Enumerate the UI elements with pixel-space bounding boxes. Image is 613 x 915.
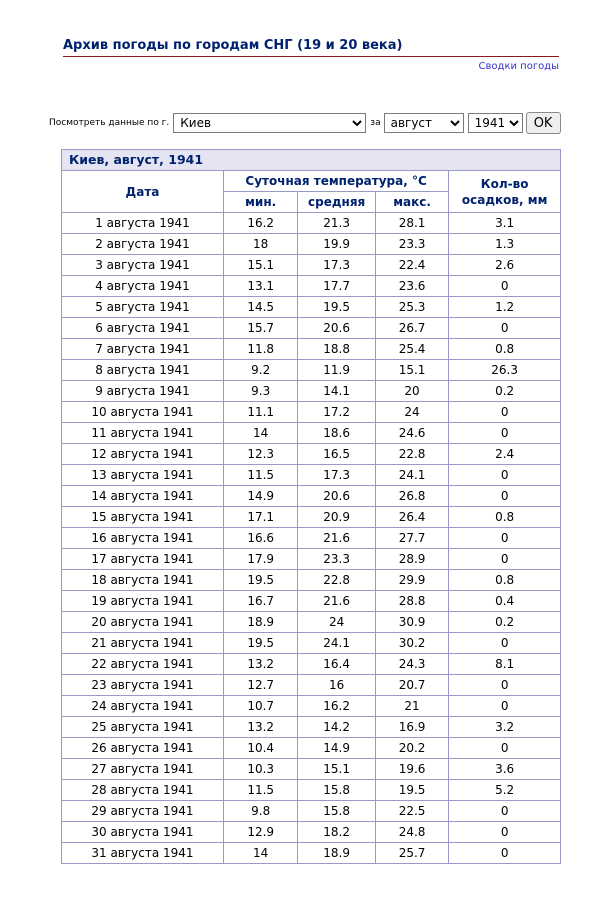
min-temp-cell: 19.5 — [223, 570, 297, 591]
precipitation-cell: 2.6 — [449, 255, 561, 276]
table-row — [62, 234, 561, 255]
precipitation-column-header: Кол-во осадков, мм — [449, 171, 561, 213]
date-cell: 16 августа 1941 — [62, 528, 224, 549]
avg-temp-cell: 16.5 — [298, 444, 375, 465]
date-cell: 8 августа 1941 — [62, 360, 224, 381]
min-temp-cell: 17.1 — [223, 507, 297, 528]
table-row — [62, 549, 561, 570]
precipitation-cell: 0 — [449, 675, 561, 696]
date-cell: 12 августа 1941 — [62, 444, 224, 465]
max-temp-cell: 16.9 — [375, 717, 448, 738]
avg-temp-cell: 15.8 — [298, 801, 375, 822]
table-row — [62, 654, 561, 675]
max-temp-cell: 21 — [375, 696, 448, 717]
date-cell: 19 августа 1941 — [62, 591, 224, 612]
min-temp-cell: 11.1 — [223, 402, 297, 423]
date-cell: 24 августа 1941 — [62, 696, 224, 717]
min-temp-cell: 14.9 — [223, 486, 297, 507]
table-row — [62, 360, 561, 381]
precipitation-cell: 0 — [449, 486, 561, 507]
max-temp-cell: 20.2 — [375, 738, 448, 759]
max-temp-cell: 23.6 — [375, 276, 448, 297]
max-temp-header: макс. — [375, 192, 448, 213]
min-temp-cell: 11.5 — [223, 780, 297, 801]
max-temp-cell: 26.8 — [375, 486, 448, 507]
avg-temp-cell: 18.9 — [298, 843, 375, 864]
date-cell: 11 августа 1941 — [62, 423, 224, 444]
avg-temp-cell: 14.1 — [298, 381, 375, 402]
precipitation-cell: 8.1 — [449, 654, 561, 675]
table-row — [62, 675, 561, 696]
avg-temp-cell: 20.9 — [298, 507, 375, 528]
avg-temp-cell: 16.2 — [298, 696, 375, 717]
table-row — [62, 381, 561, 402]
date-cell: 23 августа 1941 — [62, 675, 224, 696]
max-temp-cell: 26.4 — [375, 507, 448, 528]
table-row — [62, 612, 561, 633]
date-cell: 3 августа 1941 — [62, 255, 224, 276]
precipitation-cell: 3.6 — [449, 759, 561, 780]
precipitation-cell: 0 — [449, 318, 561, 339]
date-cell: 26 августа 1941 — [62, 738, 224, 759]
table-row — [62, 465, 561, 486]
avg-temp-cell: 17.7 — [298, 276, 375, 297]
avg-temp-cell: 16.4 — [298, 654, 375, 675]
table-row — [62, 717, 561, 738]
table-caption: Киев, август, 1941 — [62, 150, 561, 171]
max-temp-cell: 24.8 — [375, 822, 448, 843]
date-cell: 15 августа 1941 — [62, 507, 224, 528]
min-temp-cell: 12.9 — [223, 822, 297, 843]
date-cell: 29 августа 1941 — [62, 801, 224, 822]
min-temp-cell: 18 — [223, 234, 297, 255]
max-temp-cell: 24 — [375, 402, 448, 423]
avg-temp-cell: 20.6 — [298, 318, 375, 339]
date-cell: 30 августа 1941 — [62, 822, 224, 843]
precipitation-cell: 0.2 — [449, 381, 561, 402]
min-temp-cell: 10.7 — [223, 696, 297, 717]
city-select[interactable] — [173, 113, 366, 133]
table-row — [62, 423, 561, 444]
precipitation-cell: 3.2 — [449, 717, 561, 738]
avg-temp-cell: 17.2 — [298, 402, 375, 423]
avg-temp-cell: 24 — [298, 612, 375, 633]
date-cell: 13 августа 1941 — [62, 465, 224, 486]
date-cell: 22 августа 1941 — [62, 654, 224, 675]
date-cell: 27 августа 1941 — [62, 759, 224, 780]
avg-temp-cell: 24.1 — [298, 633, 375, 654]
min-temp-cell: 12.7 — [223, 675, 297, 696]
date-cell: 28 августа 1941 — [62, 780, 224, 801]
date-cell: 10 августа 1941 — [62, 402, 224, 423]
avg-temp-cell: 17.3 — [298, 255, 375, 276]
max-temp-cell: 25.3 — [375, 297, 448, 318]
min-temp-header: мин. — [223, 192, 297, 213]
max-temp-cell: 20.7 — [375, 675, 448, 696]
min-temp-cell: 17.9 — [223, 549, 297, 570]
table-row — [62, 591, 561, 612]
year-select[interactable] — [468, 113, 523, 133]
precipitation-cell: 0.2 — [449, 612, 561, 633]
min-temp-cell: 9.2 — [223, 360, 297, 381]
max-temp-cell: 19.5 — [375, 780, 448, 801]
avg-temp-cell: 14.2 — [298, 717, 375, 738]
month-select[interactable] — [384, 113, 464, 133]
table-row — [62, 486, 561, 507]
precipitation-cell: 0.8 — [449, 570, 561, 591]
precipitation-cell: 0 — [449, 843, 561, 864]
max-temp-cell: 22.4 — [375, 255, 448, 276]
table-row — [62, 738, 561, 759]
min-temp-cell: 13.2 — [223, 717, 297, 738]
weather-table — [61, 149, 561, 864]
table-row — [62, 528, 561, 549]
max-temp-cell: 23.3 — [375, 234, 448, 255]
max-temp-cell: 26.7 — [375, 318, 448, 339]
max-temp-cell: 24.6 — [375, 423, 448, 444]
precipitation-cell: 0 — [449, 276, 561, 297]
precipitation-cell: 0 — [449, 822, 561, 843]
min-temp-cell: 14 — [223, 843, 297, 864]
min-temp-cell: 11.5 — [223, 465, 297, 486]
precipitation-cell: 0.4 — [449, 591, 561, 612]
min-temp-cell: 14.5 — [223, 297, 297, 318]
avg-temp-cell: 14.9 — [298, 738, 375, 759]
precipitation-cell: 1.2 — [449, 297, 561, 318]
max-temp-cell: 20 — [375, 381, 448, 402]
date-cell: 1 августа 1941 — [62, 213, 224, 234]
max-temp-cell: 25.4 — [375, 339, 448, 360]
avg-temp-cell: 11.9 — [298, 360, 375, 381]
precipitation-cell: 0 — [449, 465, 561, 486]
precipitation-cell: 0 — [449, 738, 561, 759]
table-row — [62, 822, 561, 843]
date-cell: 6 августа 1941 — [62, 318, 224, 339]
avg-temp-cell: 18.6 — [298, 423, 375, 444]
precipitation-cell: 0 — [449, 423, 561, 444]
weather-summaries-link[interactable]: Сводки погоды — [478, 61, 559, 72]
max-temp-cell: 28.1 — [375, 213, 448, 234]
max-temp-cell: 25.7 — [375, 843, 448, 864]
min-temp-cell: 9.3 — [223, 381, 297, 402]
precipitation-cell: 0 — [449, 696, 561, 717]
date-cell: 2 августа 1941 — [62, 234, 224, 255]
date-cell: 5 августа 1941 — [62, 297, 224, 318]
max-temp-cell: 24.3 — [375, 654, 448, 675]
table-row — [62, 843, 561, 864]
table-row — [62, 276, 561, 297]
min-temp-cell: 15.7 — [223, 318, 297, 339]
date-cell: 31 августа 1941 — [62, 843, 224, 864]
precipitation-cell: 0.8 — [449, 507, 561, 528]
table-row — [62, 297, 561, 318]
table-row — [62, 801, 561, 822]
precipitation-cell: 0 — [449, 528, 561, 549]
avg-temp-cell: 18.2 — [298, 822, 375, 843]
min-temp-cell: 9.8 — [223, 801, 297, 822]
min-temp-cell: 12.3 — [223, 444, 297, 465]
table-row — [62, 213, 561, 234]
za-label: за — [370, 118, 381, 128]
table-row — [62, 759, 561, 780]
precipitation-cell: 0 — [449, 633, 561, 654]
max-temp-cell: 15.1 — [375, 360, 448, 381]
table-row — [62, 255, 561, 276]
max-temp-cell: 28.8 — [375, 591, 448, 612]
date-column-header: Дата — [62, 171, 224, 213]
precipitation-cell: 5.2 — [449, 780, 561, 801]
precipitation-cell: 1.3 — [449, 234, 561, 255]
temperature-group-header: Суточная температура, °С — [223, 171, 448, 192]
avg-temp-cell: 21.6 — [298, 528, 375, 549]
min-temp-cell: 16.6 — [223, 528, 297, 549]
avg-temp-cell: 18.8 — [298, 339, 375, 360]
avg-temp-cell: 19.5 — [298, 297, 375, 318]
min-temp-cell: 19.5 — [223, 633, 297, 654]
precipitation-cell: 26.3 — [449, 360, 561, 381]
max-temp-cell: 29.9 — [375, 570, 448, 591]
max-temp-cell: 22.5 — [375, 801, 448, 822]
max-temp-cell: 22.8 — [375, 444, 448, 465]
table-row — [62, 780, 561, 801]
max-temp-cell: 28.9 — [375, 549, 448, 570]
max-temp-cell: 30.9 — [375, 612, 448, 633]
min-temp-cell: 18.9 — [223, 612, 297, 633]
date-cell: 4 августа 1941 — [62, 276, 224, 297]
avg-temp-cell: 23.3 — [298, 549, 375, 570]
date-cell: 7 августа 1941 — [62, 339, 224, 360]
min-temp-cell: 10.3 — [223, 759, 297, 780]
date-cell: 20 августа 1941 — [62, 612, 224, 633]
max-temp-cell: 27.7 — [375, 528, 448, 549]
date-cell: 17 августа 1941 — [62, 549, 224, 570]
precipitation-cell: 3.1 — [449, 213, 561, 234]
date-cell: 14 августа 1941 — [62, 486, 224, 507]
table-row — [62, 570, 561, 591]
avg-temp-cell: 20.6 — [298, 486, 375, 507]
max-temp-cell: 30.2 — [375, 633, 448, 654]
avg-temp-header: средняя — [298, 192, 375, 213]
table-row — [62, 339, 561, 360]
table-row — [62, 633, 561, 654]
table-row — [62, 507, 561, 528]
avg-temp-cell: 19.9 — [298, 234, 375, 255]
table-row — [62, 696, 561, 717]
precipitation-cell: 0 — [449, 801, 561, 822]
min-temp-cell: 16.7 — [223, 591, 297, 612]
date-cell: 25 августа 1941 — [62, 717, 224, 738]
min-temp-cell: 11.8 — [223, 339, 297, 360]
max-temp-cell: 24.1 — [375, 465, 448, 486]
avg-temp-cell: 15.8 — [298, 780, 375, 801]
avg-temp-cell: 17.3 — [298, 465, 375, 486]
ok-button[interactable]: OK — [526, 112, 561, 134]
avg-temp-cell: 15.1 — [298, 759, 375, 780]
date-cell: 18 августа 1941 — [62, 570, 224, 591]
avg-temp-cell: 21.3 — [298, 213, 375, 234]
min-temp-cell: 14 — [223, 423, 297, 444]
min-temp-cell: 16.2 — [223, 213, 297, 234]
precipitation-cell: 2.4 — [449, 444, 561, 465]
avg-temp-cell: 21.6 — [298, 591, 375, 612]
min-temp-cell: 13.1 — [223, 276, 297, 297]
table-row — [62, 444, 561, 465]
city-selector-form — [49, 112, 561, 134]
page-title: Архив погоды по городам СНГ (19 и 20 века) — [63, 38, 559, 57]
view-data-label: Посмотреть данные по г. — [49, 118, 170, 128]
min-temp-cell: 15.1 — [223, 255, 297, 276]
date-cell: 21 августа 1941 — [62, 633, 224, 654]
weather-rows — [62, 213, 561, 864]
max-temp-cell: 19.6 — [375, 759, 448, 780]
precipitation-cell: 0.8 — [449, 339, 561, 360]
precipitation-cell: 0 — [449, 402, 561, 423]
date-cell: 9 августа 1941 — [62, 381, 224, 402]
min-temp-cell: 10.4 — [223, 738, 297, 759]
min-temp-cell: 13.2 — [223, 654, 297, 675]
table-row — [62, 402, 561, 423]
avg-temp-cell: 22.8 — [298, 570, 375, 591]
precipitation-cell: 0 — [449, 549, 561, 570]
table-row — [62, 318, 561, 339]
avg-temp-cell: 16 — [298, 675, 375, 696]
